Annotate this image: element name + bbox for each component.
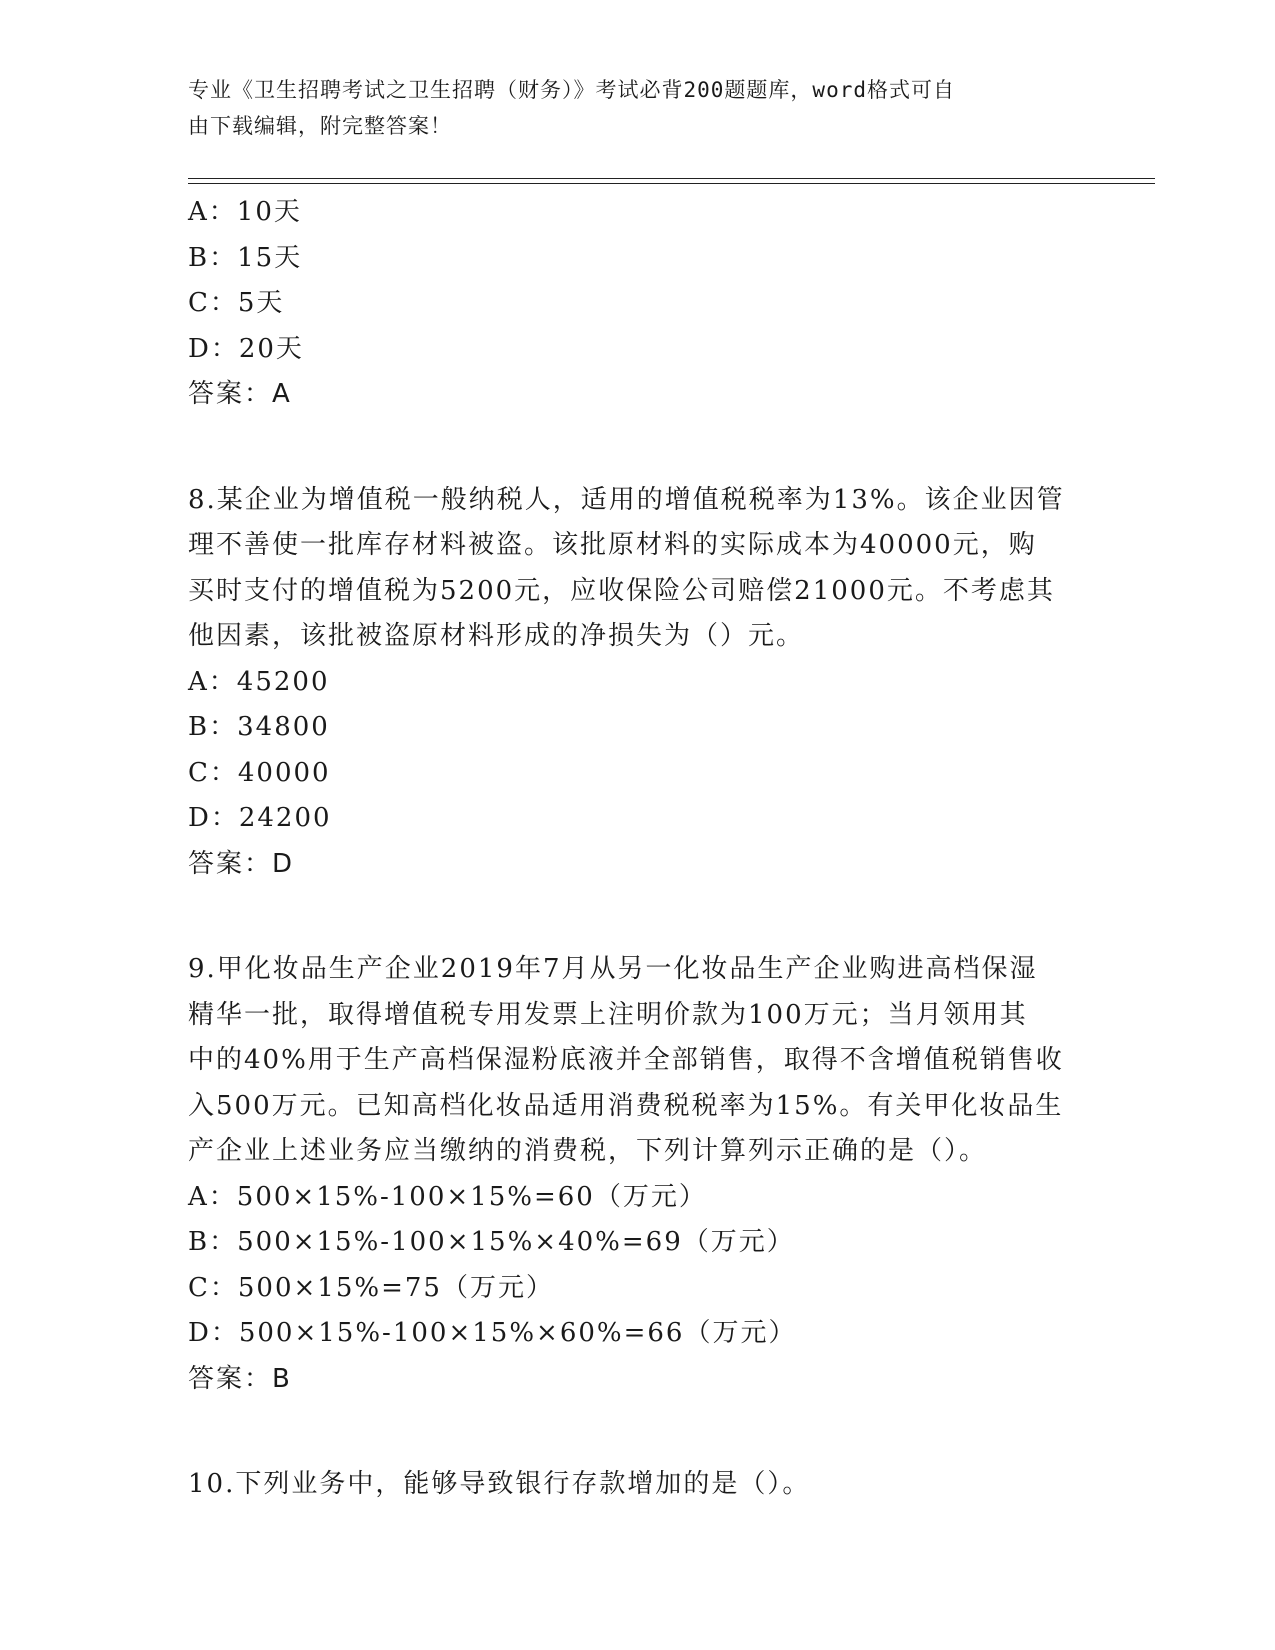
option-b: B：15天 bbox=[188, 242, 303, 273]
answer-line: 答案：D bbox=[188, 848, 295, 879]
question-text-line: 9.甲化妆品生产企业2019年7月从另一化妆品生产企业购进高档保湿 bbox=[188, 954, 1038, 984]
header-line-2: 由下载编辑，附完整答案！ bbox=[188, 114, 452, 138]
question-text-line: 精华一批，取得增值税专用发票上注明价款为100万元；当月领用其 bbox=[188, 999, 1028, 1030]
option-d: D：500×15%-100×15%×60%=66（万元） bbox=[188, 1318, 797, 1348]
answer-line: 答案：B bbox=[188, 1363, 292, 1394]
header-line-1: 专业《卫生招聘考试之卫生招聘（财务）》考试必背200题题库，word格式可自 bbox=[188, 78, 955, 102]
option-b: B：500×15%-100×15%×40%=69（万元） bbox=[188, 1227, 795, 1257]
option-b: B：34800 bbox=[188, 712, 330, 742]
answer-line: 答案：A bbox=[188, 379, 292, 409]
question-8-block bbox=[188, 478, 1088, 888]
question-text-line: 8.某企业为增值税一般纳税人，适用的增值税税率为13%。该企业因管 bbox=[188, 484, 1065, 515]
question-text-line: 入500万元。已知高档化妆品适用消费税税率为15%。有关甲化妆品生 bbox=[188, 1090, 1064, 1121]
option-a: A：10天 bbox=[188, 197, 302, 227]
question-gap bbox=[188, 1402, 1088, 1462]
question-text-line: 10.下列业务中，能够导致银行存款增加的是（）。 bbox=[188, 1469, 811, 1499]
document-header bbox=[188, 72, 1068, 144]
question-text-line: 理不善使一批库存材料被盗。该批原材料的实际成本为40000元，购 bbox=[188, 530, 1037, 560]
option-c: C：5天 bbox=[188, 288, 285, 318]
question-text-line: 产企业上述业务应当缴纳的消费税，下列计算列示正确的是（）。 bbox=[188, 1136, 988, 1166]
option-c: C：40000 bbox=[188, 757, 331, 788]
question-text-line: 中的40%用于生产高档保湿粉底液并全部销售，取得不含增值税销售收 bbox=[188, 1045, 1064, 1075]
question-9-block bbox=[188, 947, 1088, 1402]
question-gap bbox=[188, 887, 1088, 947]
question-text-line: 他因素，该批被盗原材料形成的净损失为（）元。 bbox=[188, 621, 805, 651]
question-10-block bbox=[188, 1462, 1088, 1508]
option-d: D：24200 bbox=[188, 803, 332, 833]
option-a: A：45200 bbox=[188, 666, 330, 697]
header-divider-double bbox=[188, 183, 1155, 184]
header-divider bbox=[188, 178, 1155, 179]
question-text-line: 买时支付的增值税为5200元，应收保险公司赔偿21000元。不考虑其 bbox=[188, 575, 1055, 606]
option-d: D：20天 bbox=[188, 333, 304, 364]
question-gap bbox=[188, 418, 1088, 478]
question-content bbox=[188, 190, 1088, 1508]
option-a: A：500×15%-100×15%=60（万元） bbox=[188, 1181, 707, 1212]
question-7-block bbox=[188, 190, 1088, 418]
option-c: C：500×15%=75（万元） bbox=[188, 1272, 554, 1303]
